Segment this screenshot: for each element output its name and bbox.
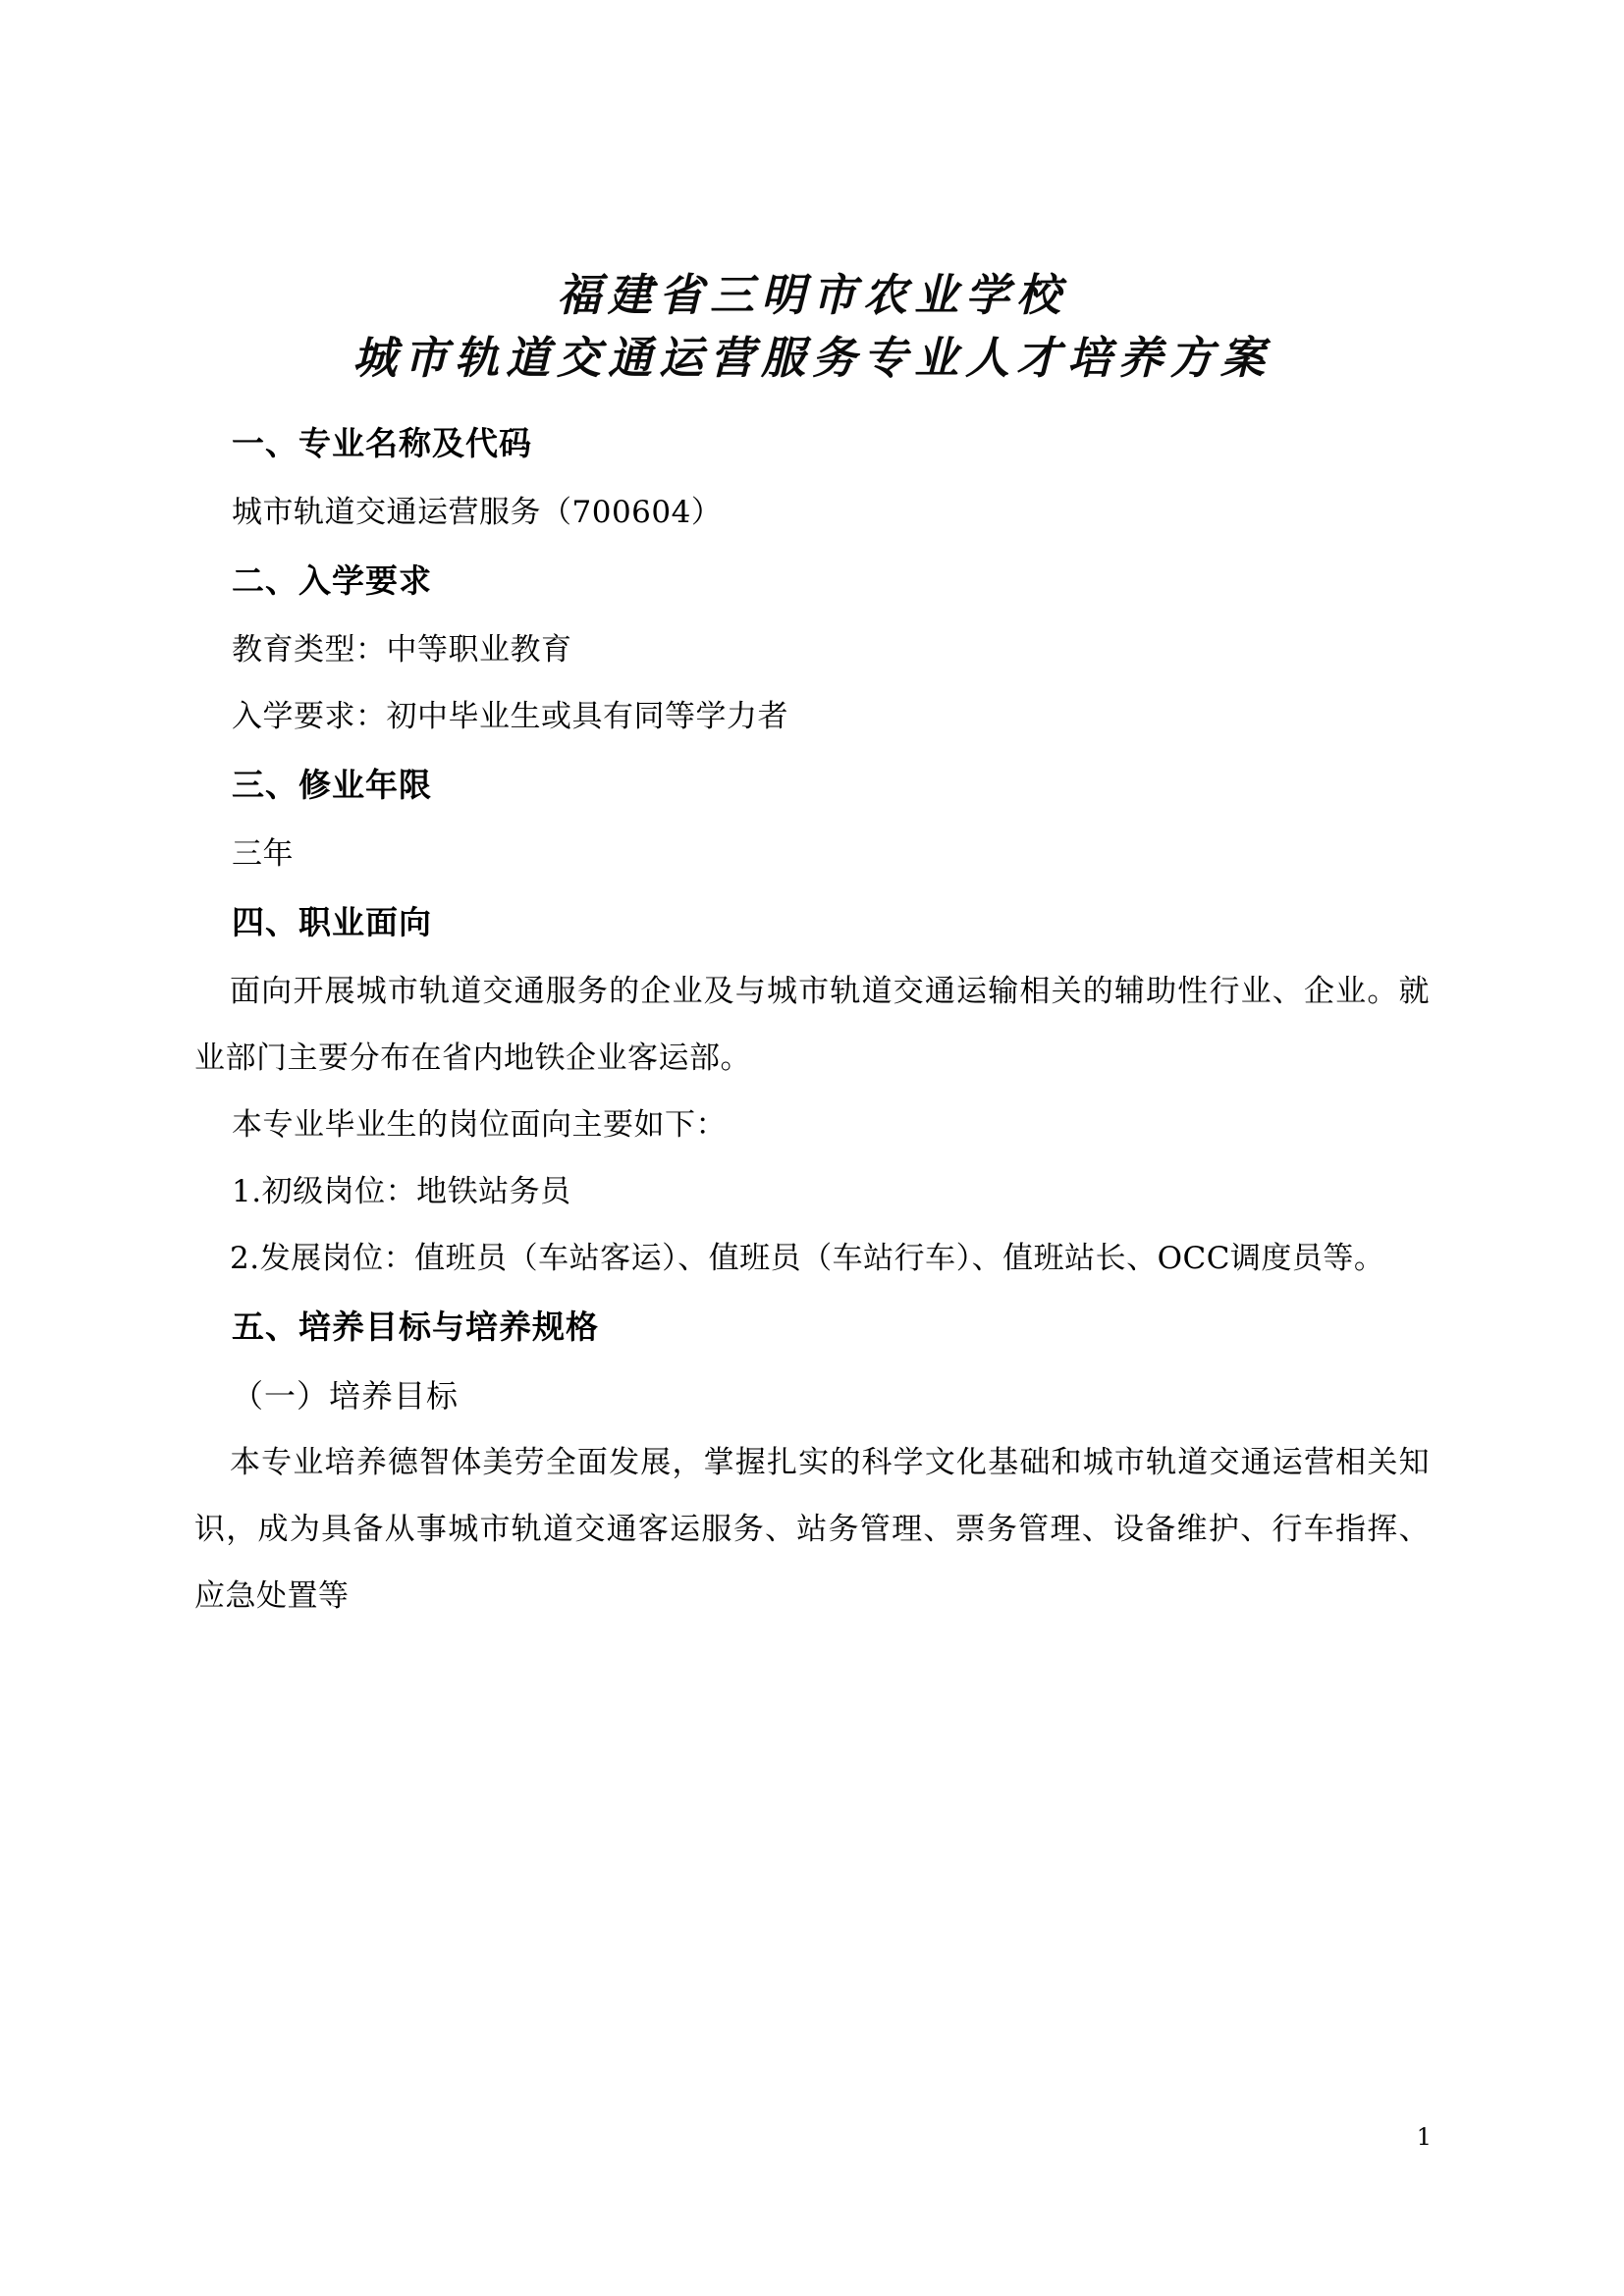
section-4-list-item-1: 1.初级岗位：地铁站务员 — [232, 1174, 571, 1209]
section-4-paragraph-2: 本专业毕业生的岗位面向主要如下： — [232, 1107, 727, 1143]
page-number: 1 — [1416, 2123, 1432, 2151]
section-heading-4: 四、职业面向 — [232, 904, 432, 940]
section-heading-5: 五、培养目标与培养规格 — [232, 1308, 599, 1345]
section-5-paragraph-1: 本专业培养德智体美劳全面发展，掌握扎实的科学文化基础和城市轨道交通运营相关知识，成为具备从事城市轨道交通客运服务、站务管理、票务管理、设备维护、行车指挥、应急处置等 — [194, 1445, 1430, 1614]
title-line-2: 城市轨道交通运营服务专业人才培养方案 — [352, 332, 1272, 384]
section-3-paragraph-1: 三年 — [232, 836, 294, 872]
section-5-subheading-1: （一）培养目标 — [232, 1377, 460, 1415]
section-4-list-item-2: 2.发展岗位：值班员（车站客运）、值班员（车站行车）、值班站长、OCC调度员等。 — [230, 1241, 1385, 1276]
section-4-paragraph-1: 面向开展城市轨道交通服务的企业及与城市轨道交通运输相关的辅助性行业、企业。就业部门主要分布在省内地铁企业客运部。 — [194, 974, 1430, 1076]
section-2-paragraph-1: 教育类型：中等职业教育 — [232, 632, 572, 667]
section-heading-2: 二、入学要求 — [232, 562, 432, 599]
document-body — [194, 265, 1430, 1629]
document-title — [194, 265, 1430, 391]
section-1-paragraph-1: 城市轨道交通运营服务（700604） — [232, 495, 723, 530]
section-heading-1: 一、专业名称及代码 — [232, 425, 532, 461]
title-line-1: 福建省三明市农业学校 — [556, 269, 1067, 321]
section-heading-3: 三、修业年限 — [232, 767, 432, 803]
section-2-paragraph-2: 入学要求：初中毕业生或具有同等学力者 — [232, 699, 788, 734]
